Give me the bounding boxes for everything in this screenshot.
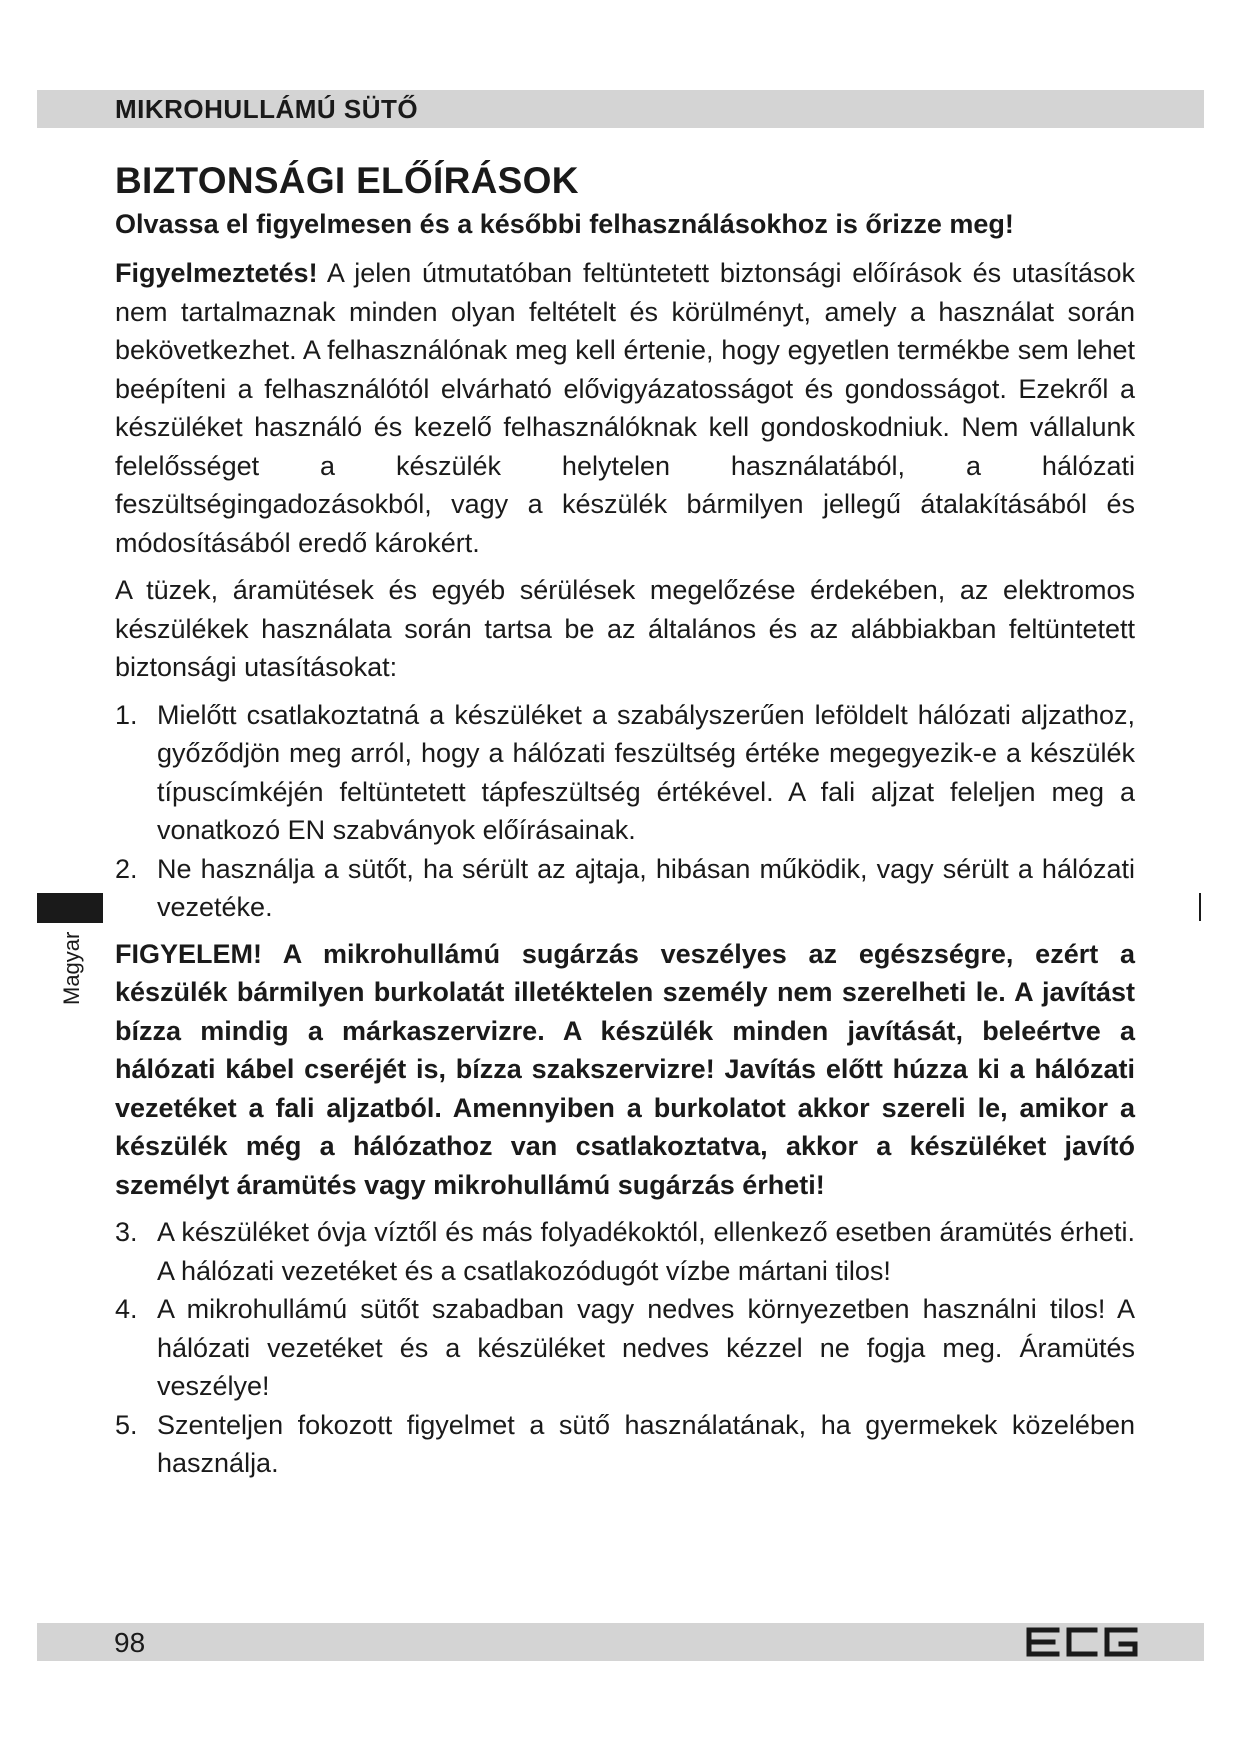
footer-bar	[37, 1623, 1204, 1661]
list-text: Ne használja a sütőt, ha sérült az ajtaja, hibásan működik, vagy sérült a hálózati vezetéke.	[157, 853, 1135, 922]
instruction-list-2	[115, 1213, 1135, 1483]
list-number: 5.	[115, 1409, 138, 1440]
list-number: 3.	[115, 1217, 138, 1247]
list-item	[115, 1213, 1135, 1290]
header-bar	[37, 90, 1204, 128]
list-item	[115, 850, 1135, 927]
warning-text: A jelen útmutatóban feltüntetett biztonsági előírások és utasítások nem tartalmaznak minden olyan feltételt és körülményt, amely a használat során bekövetkezhet. A felhasználónak meg kell értenie, hogy egyetlen termékbe sem lehet beépíteni a felhasználótól elvárható elővigyázatosságot és gondosságot. Ezekről a készüléket használó és kezelő felhasználóknak kell gondoskodniuk. Nem vállalunk felelősséget a készülék helytelen használatából, a hálózati feszültségingadozásokból, vagy a készülék bármilyen jellegű átalakításából és módosításából eredő károkért.	[115, 258, 1135, 558]
list-text: Mielőtt csatlakoztatná a készüléket a szabályszerűen leföldelt hálózati aljzathoz, győződjön meg arról, hogy a hálózati feszültség értéke megegyezik-e a készülék típuscímkéjén feltüntetett tápfeszültség értékével. A fali aljzat feleljen meg a vonatkozó EN szabványok előírásainak.	[157, 699, 1135, 845]
instruction-list-1	[115, 696, 1135, 927]
edge-mark	[1199, 893, 1201, 921]
list-number: 1.	[115, 699, 138, 730]
list-number: 4.	[115, 1294, 138, 1324]
page-number: 98	[114, 1627, 146, 1658]
ecg-logo-icon	[1023, 1626, 1143, 1658]
language-tab-marker	[37, 893, 103, 923]
header-title: MIKROHULLÁMÚ SÜTŐ	[115, 94, 419, 124]
list-text: A mikrohullámú sütőt szabadban vagy nedves környezetben használni tilos! A hálózati vezetéket és a készüléket nedves kézzel ne fogja meg. Áramütés veszélye!	[157, 1294, 1135, 1401]
list-number: 2.	[115, 853, 138, 884]
subtitle: Olvassa el figyelmesen és a későbbi felhasználásokhoz is őrizze meg!	[115, 209, 1014, 239]
list-item	[115, 1406, 1135, 1483]
caution-paragraph: FIGYELEM! A mikrohullámú sugárzás veszélyes az egészségre, ezért a készülék bármilyen burkolatát illetéktelen személy nem szerelheti le. A javítást bízza mindig a márkaszervizre. A készülék minden javítását, beleértve a hálózati kábel cseréjét is, bízza szakszervizre! Javítás előtt húzza ki a hálózati vezetéket a fali aljzatból. Amennyiben a burkolatot akkor szereli le, amikor a készülék még a hálózathoz van csatlakoztatva, akkor a készüléket javító személyt áramütés vagy mikrohullámú sugárzás érheti!	[115, 938, 1135, 1200]
warning-paragraph	[115, 254, 1135, 562]
page-title: BIZTONSÁGI ELŐÍRÁSOK	[115, 160, 579, 201]
language-label: Magyar	[59, 931, 84, 1005]
list-item	[115, 1290, 1135, 1406]
list-text: A készüléket óvja víztől és más folyadékoktól, ellenkező esetben áramütés érheti. A hálózati vezetéket és a csatlakozódugót vízbe mártani tilos!	[157, 1217, 1135, 1286]
content	[115, 160, 1135, 1491]
list-text: Szenteljen fokozott figyelmet a sütő használatának, ha gyermekek közelében használja.	[157, 1409, 1135, 1478]
warning-lead: Figyelmeztetés!	[115, 258, 318, 288]
list-item	[115, 696, 1135, 850]
intro-paragraph: A tüzek, áramütések és egyéb sérülések megelőzése érdekében, az elektromos készülékek használata során tartsa be az általános és az alábbiakban feltüntetett biztonsági utasításokat:	[115, 575, 1135, 682]
